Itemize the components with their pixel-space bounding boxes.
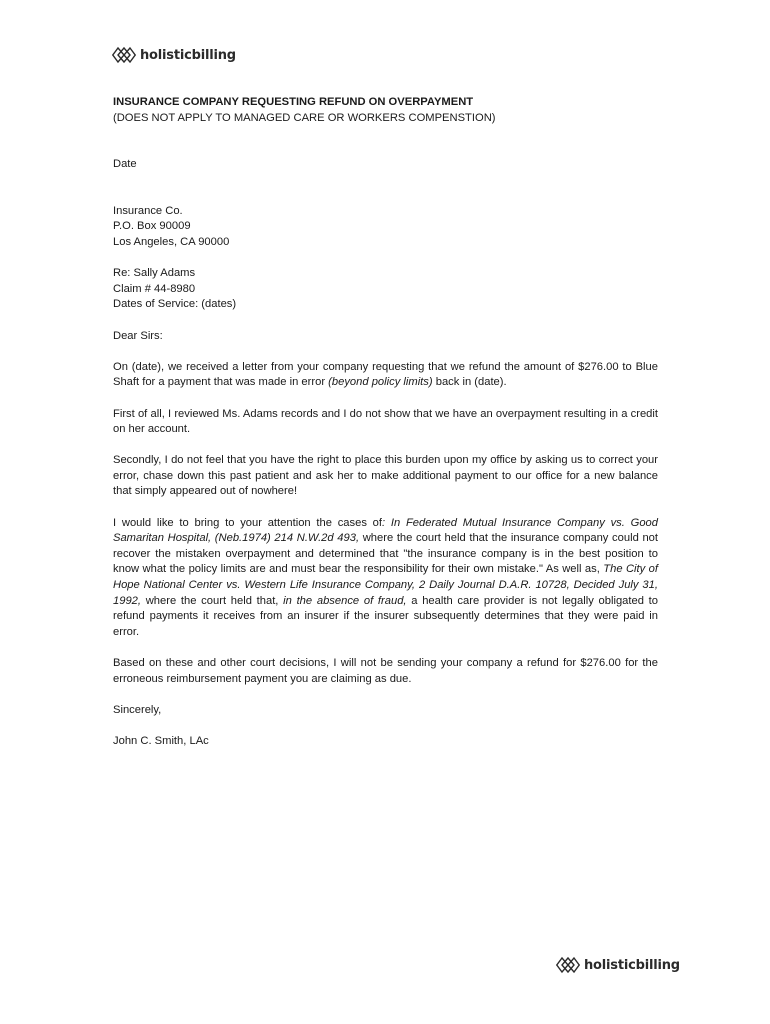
letter-subtitle: (DOES NOT APPLY TO MANAGED CARE OR WORKERS COMPENSTION)	[113, 111, 496, 124]
paragraph-4: I would like to bring to your attention the cases of: In Federated Mutual Insurance Company vs. Good Samaritan Hospital, (Neb.1974) 214 N.W.2d 493, where the court held that the insurance company could not recover the mistaken overpayment and determined that "the insurance company is in the best position to know what the policy limits are and must bear the responsibility for their own mistake." As well as, The City of Hope National Center vs. Western Life Insurance Company, 2 Daily Journal D.A.R. 10728, Decided July 31, 1992, where the court held that, in the absence of fraud, a health care provider is not legally obligated to refund payments it receives from an insurer if the insurer subsequently determines that they were paid in error.	[113, 516, 659, 638]
brand-name: holisticbilling	[140, 47, 236, 63]
brand-logo-header	[112, 46, 236, 64]
interlocking-diamonds-icon	[556, 956, 580, 974]
brand-logo-footer	[556, 956, 680, 974]
brand-name: holisticbilling	[584, 957, 680, 973]
claim-line: Claim # 44-8980	[113, 282, 196, 295]
salutation: Dear Sirs:	[113, 329, 163, 342]
paragraph-2: First of all, I reviewed Ms. Adams records and I do not show that we have an overpayment resulting in a credit on her account.	[113, 407, 658, 436]
letter-title: INSURANCE COMPANY REQUESTING REFUND ON OVERPAYMENT	[113, 96, 474, 108]
dates-of-service-line: Dates of Service: (dates)	[113, 298, 237, 311]
address-line: P.O. Box 90009	[113, 220, 191, 233]
paragraph-5: Based on these and other court decisions, I will not be sending your company a refund for $276.00 for the erroneous reimbursement payment you are claiming as due.	[113, 657, 658, 685]
interlocking-diamonds-icon	[112, 46, 136, 64]
re-line: Re: Sally Adams	[113, 267, 196, 280]
address-line: Los Angeles, CA 90000	[113, 235, 230, 248]
letter-body	[113, 95, 658, 750]
reference-block	[113, 266, 658, 313]
address-line: Insurance Co.	[113, 204, 183, 217]
recipient-address	[113, 204, 658, 251]
paragraph-1: On (date), we received a letter from your company requesting that we refund the amount of $276.00 to Blue Shaft for a payment that was made in error (beyond policy limits) back in (date).	[113, 360, 658, 389]
paragraph-3: Secondly, I do not feel that you have the right to place this burden upon my office by asking us to correct your error, chase down this past patient and ask her to make additional payment to our office for a new balance that simply appeared out of nowhere!	[113, 454, 658, 498]
closing: Sincerely,	[113, 703, 162, 716]
signature: John C. Smith, LAc	[113, 734, 209, 747]
letter-date: Date	[113, 158, 137, 171]
